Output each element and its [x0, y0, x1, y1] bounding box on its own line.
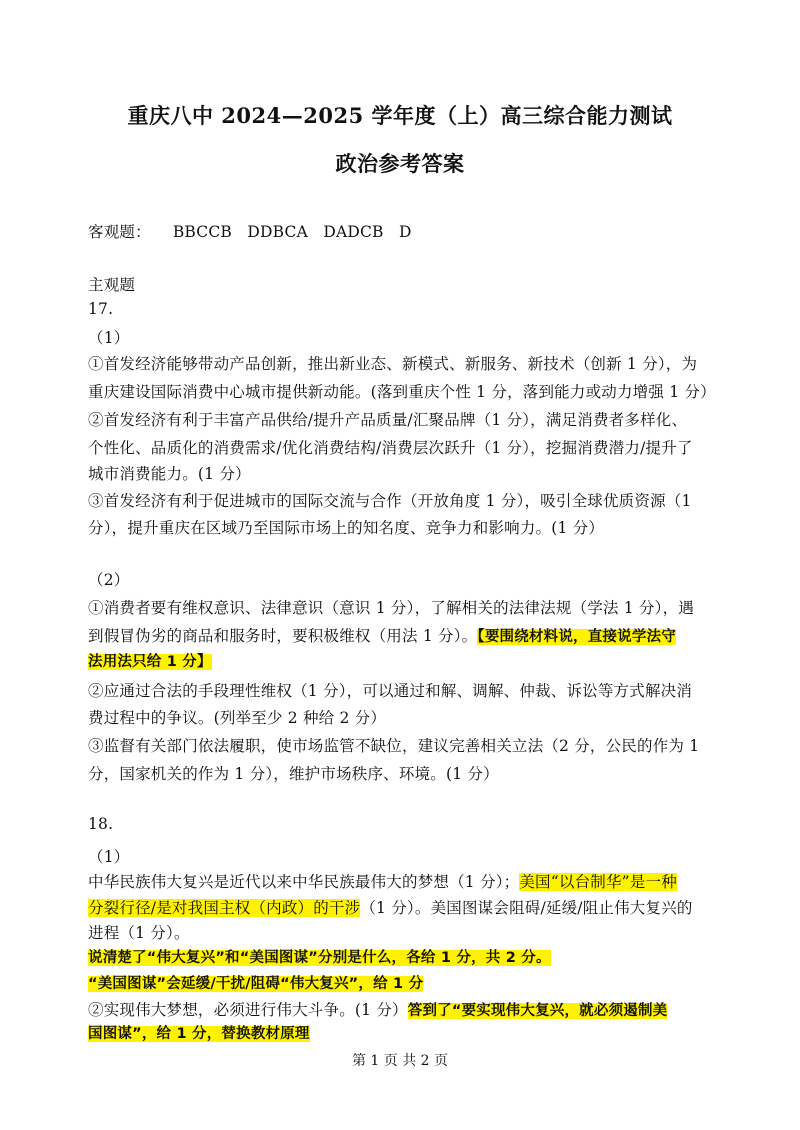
q18-line2	[88, 896, 728, 918]
q17-p2-line7: 分，国家机关的作为 1 分），维护市场秩序、环境。(1 分）	[88, 765, 499, 783]
q18-line1	[88, 870, 728, 892]
q18-line1-text: 中华民族伟大复兴是近代以来中华民族最伟大的梦想（1 分）；	[88, 873, 520, 891]
q17-p1-line3: ②首发经济有利于丰富产品供给/提升产品质量/汇聚品牌（1 分），满足消费者多样化、	[88, 411, 688, 429]
document-title: 重庆八中 2024—2025 学年度（上）高三综合能力测试	[127, 103, 673, 128]
q17-p2-line2	[88, 624, 728, 646]
subjective-label: 主观题	[88, 276, 136, 294]
q17-p2-line4: ②应通过合法的手段理性维权（1 分），可以通过和解、调解、仲裁、诉讼等方式解决消	[88, 682, 693, 700]
q17-p1-line7: 分），提升重庆在区域乃至国际市场上的知名度、竞争力和影响力。(1 分）	[88, 519, 605, 537]
q18-line2-highlight: 分裂行径/是对我国主权（内政）的干涉	[88, 899, 361, 917]
q17-part2-label: （2）	[88, 571, 130, 589]
q18-line6	[88, 998, 728, 1020]
q18-grading-note2	[88, 972, 728, 993]
q18-line7	[88, 1022, 728, 1043]
objective-label: 客观题：	[88, 223, 151, 241]
q18-line1-highlight: 美国“以台制华”是一种	[519, 873, 677, 891]
q18-line6-text: ②实现伟大梦想，必须进行伟大斗争。(1 分）	[88, 1001, 408, 1019]
q17-part1-label: （1）	[88, 329, 130, 347]
q17-number: 17.	[88, 300, 114, 318]
q18-note2-highlight: “美国图谋”会延缓/干扰/阻碍“伟大复兴”，给 1 分	[88, 976, 424, 992]
q18-line2-text: （1 分）。美国图谋会阻碍/延缓/阻止伟大复兴的	[360, 899, 693, 917]
q17-p1-line6: ③首发经济有利于促进城市的国际交流与合作（开放角度 1 分），吸引全球优质资源（1	[88, 492, 692, 510]
q17-p2-line3	[88, 650, 728, 671]
q18-line6-note: 答到了“要实现伟大复兴，就必须遏制美	[407, 1003, 668, 1019]
q17-p1-line4: 个性化、品质化的消费需求/优化消费结构/消费层次跃升（1 分），挖掘消费潜力/提升了	[88, 439, 693, 457]
q17-p1-line5: 城市消费能力。(1 分）	[88, 465, 251, 483]
q17-p2-line5: 费过程中的争议。(列举至少 2 种给 2 分）	[88, 709, 387, 727]
q17-p2-line6: ③监督有关部门依法履职，使市场监管不缺位，建议完善相关立法（2 分，公民的作为 1	[88, 737, 700, 755]
q17-p2-line2-text: 到假冒伪劣的商品和服务时，要积极维权（用法 1 分）。	[88, 627, 478, 645]
q18-number: 18.	[88, 815, 114, 833]
q18-line3: 进程（1 分）。	[88, 924, 190, 942]
q18-note1-highlight: 说清楚了“伟大复兴”和“美国图谋”分别是什么，各给 1 分，共 2 分。	[88, 950, 551, 966]
objective-section	[88, 220, 728, 242]
q17-p2-grading-note-cont: 法用法只给 1 分】	[88, 654, 212, 670]
objective-answers: BBCCB DDBCA DADCB D	[172, 223, 412, 241]
q18-line7-note: 国图谋”，给 1 分，替换教材原理	[88, 1026, 310, 1042]
q17-p2-grading-note: 【要围绕材料说，直接说学法守	[477, 629, 676, 645]
page-footer: 第 1 页 共 2 页	[351, 1053, 449, 1069]
q18-part1-label: （1）	[88, 848, 130, 866]
q17-p1-line1: ①首发经济能够带动产品创新，推出新业态、新模式、新服务、新技术（创新 1 分），为	[88, 355, 698, 373]
q18-grading-note1	[88, 946, 728, 967]
q17-p1-line2: 重庆建设国际消费中心城市提供新动能。(落到重庆个性 1 分，落到能力或动力增强 1 分）	[88, 383, 716, 401]
document-subtitle: 政治参考答案	[335, 151, 465, 176]
q17-p2-line1: ①消费者要有维权意识、法律意识（意识 1 分），了解相关的法律法规（学法 1 分），遇	[88, 599, 695, 617]
